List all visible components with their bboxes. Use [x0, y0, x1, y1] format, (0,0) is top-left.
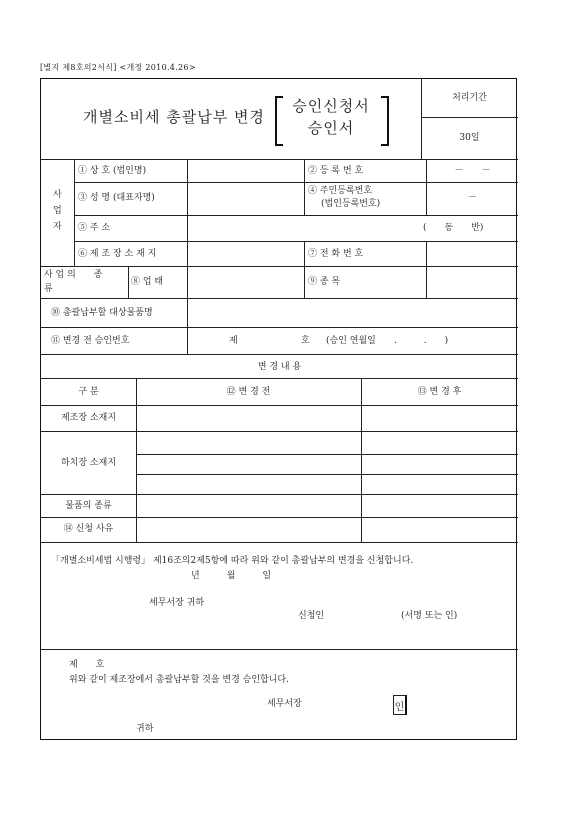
address-field[interactable]: ( 동 반) — [423, 223, 484, 233]
applicant-side-label: 자 — [53, 222, 62, 232]
target-products-label: ⑩ 총괄납부할 대상물품명 — [51, 308, 153, 318]
title-option-approval: 승인서 — [307, 119, 355, 137]
title-option-application: 승인신청서 — [292, 97, 370, 115]
applicant-name-label: 신청인 — [298, 611, 325, 621]
phone-field[interactable] — [427, 242, 517, 265]
business-category-label: ⑧ 업 태 — [131, 277, 164, 287]
target-products-field[interactable] — [188, 299, 517, 326]
declaration-date[interactable]: 년 월 일 — [191, 571, 272, 581]
representative-name-label: ③ 성 명 (대표자명) — [78, 193, 155, 203]
factory-location-label: ⑥ 제 조 장 소 재 지 — [78, 249, 157, 259]
form-title: 개별소비세 총괄납부 변경 — [83, 108, 265, 126]
business-item-field[interactable] — [427, 267, 517, 297]
row-application-reason: ⑭ 신청 사유 — [63, 524, 114, 534]
row-storage-location: 하치장 소재지 — [60, 458, 117, 468]
applicant-side-label: 업 — [53, 206, 62, 216]
column-after-change: ⑬ 변 경 후 — [417, 387, 462, 397]
approval-number-suffix: 호 — [301, 336, 310, 346]
divider — [421, 79, 422, 159]
row-product-type: 물품의 종류 — [65, 501, 112, 511]
business-type-label: 류 — [44, 284, 53, 294]
business-item-label: ⑨ 종 목 — [308, 277, 341, 287]
corporate-number-label: (법인등록번호) — [321, 199, 381, 209]
registration-number-label: ② 등 록 번 호 — [308, 166, 364, 176]
divider — [421, 117, 518, 118]
business-category-field[interactable] — [188, 267, 303, 297]
processing-period-value: 30일 — [459, 133, 480, 143]
change-section-title: 변 경 내 용 — [257, 362, 302, 372]
approval-date[interactable]: (승인 연월일 . . ) — [326, 336, 449, 346]
representative-name-field[interactable] — [188, 183, 303, 214]
column-before-change: ⑫ 변 경 전 — [226, 387, 271, 397]
declaration-text: 「개별소비세법 시행령」 제16조의2제5항에 따라 위와 같이 총괄납부의 변경을 신청합니다. — [51, 556, 414, 566]
column-category: 구 분 — [78, 387, 99, 397]
address-label: ⑤ 주 소 — [78, 223, 111, 233]
right-bracket — [381, 96, 389, 146]
resident-number-field[interactable]: － — [467, 193, 477, 203]
tax-office-label: 세무서장 — [267, 699, 302, 709]
row-factory-location: 제조장 소재지 — [60, 413, 117, 423]
approval-text: 위와 같이 제조장에서 총괄납부할 것을 변경 승인합니다. — [69, 675, 289, 685]
prior-approval-label: ⑪ 변경 전 승인번호 — [51, 336, 130, 346]
approval-number-prefix: 제 — [229, 336, 238, 346]
phone-label: ⑦ 전 화 번 호 — [308, 249, 364, 259]
approval-number: 제 호 — [69, 660, 105, 670]
approval-recipient: 귀하 — [136, 724, 154, 734]
declaration-addressee: 세무서장 귀하 — [149, 598, 205, 608]
applicant-side-label: 사 — [53, 190, 62, 200]
processing-period-label: 처리기간 — [452, 93, 487, 103]
application-form — [40, 78, 517, 740]
registration-number-field[interactable]: － － — [454, 166, 491, 176]
trade-name-field[interactable] — [188, 160, 303, 181]
form-number-note: [별지 제8호의2서식] <개정 2010.4.26> — [40, 63, 196, 72]
trade-name-label: ① 상 호 (법인명) — [78, 166, 147, 176]
signature-label: (서명 또는 인) — [401, 611, 458, 621]
business-type-label: 사 업 의 종 — [44, 270, 103, 280]
factory-location-field[interactable] — [188, 242, 303, 265]
official-seal: 인 — [393, 695, 407, 715]
resident-number-label: ④ 주민등록번호 — [308, 186, 373, 196]
